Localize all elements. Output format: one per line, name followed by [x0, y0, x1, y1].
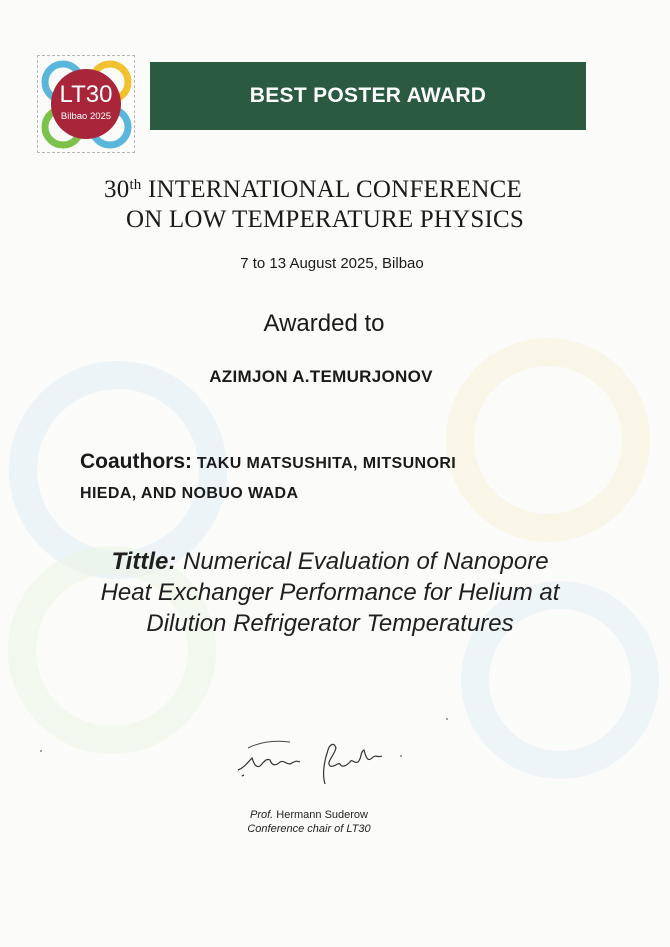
banner-title: BEST POSTER AWARD [249, 84, 487, 107]
conference-ordinal: 30 [104, 176, 130, 203]
poster-title-line1: Numerical Evaluation of Nanopore [183, 548, 549, 575]
coauthors-block [80, 447, 620, 509]
signature [230, 728, 400, 788]
scan-speck [40, 750, 42, 752]
signatory-name-line [0, 809, 644, 821]
awardee-name: AZIMJON A.TEMURJONOV [209, 367, 433, 386]
conference-title-text: INTERNATIONAL CONFERENCE [147, 176, 522, 203]
conference-ordinal-suffix: th [129, 177, 142, 193]
coauthors-names-line2: HIEDA, AND NOBUO WADA [80, 485, 299, 502]
scan-speck [400, 755, 402, 757]
signatory-name: Hermann Suderow [276, 809, 368, 821]
poster-title-line2: Heat Exchanger Performance for Helium at [100, 579, 560, 606]
conference-title-line1 [0, 176, 648, 204]
lt30-logo [37, 55, 135, 153]
scan-speck [446, 718, 448, 720]
poster-title-line3: Dilution Refrigerator Temperatures [146, 610, 514, 637]
conference-dates: 7 to 13 August 2025, Bilbao [240, 255, 424, 272]
award-banner [150, 62, 586, 130]
awarded-to-label: Awarded to [263, 310, 385, 337]
signatory-role: Conference chair of LT30 [247, 823, 371, 835]
logo-sub-text: Bilbao 2025 [60, 111, 112, 122]
conference-title-line2: ON LOW TEMPERATURE PHYSICS [125, 206, 525, 233]
coauthors-names-line1: TAKU MATSUSHITA, MITSUNORI [196, 455, 457, 472]
logo-main-text: LT30 [59, 81, 113, 108]
poster-title-label: Tittle: [111, 548, 177, 575]
poster-title-block [40, 546, 620, 639]
coauthors-label: Coauthors: [80, 450, 192, 473]
signatory-prefix: Prof. [249, 809, 274, 821]
